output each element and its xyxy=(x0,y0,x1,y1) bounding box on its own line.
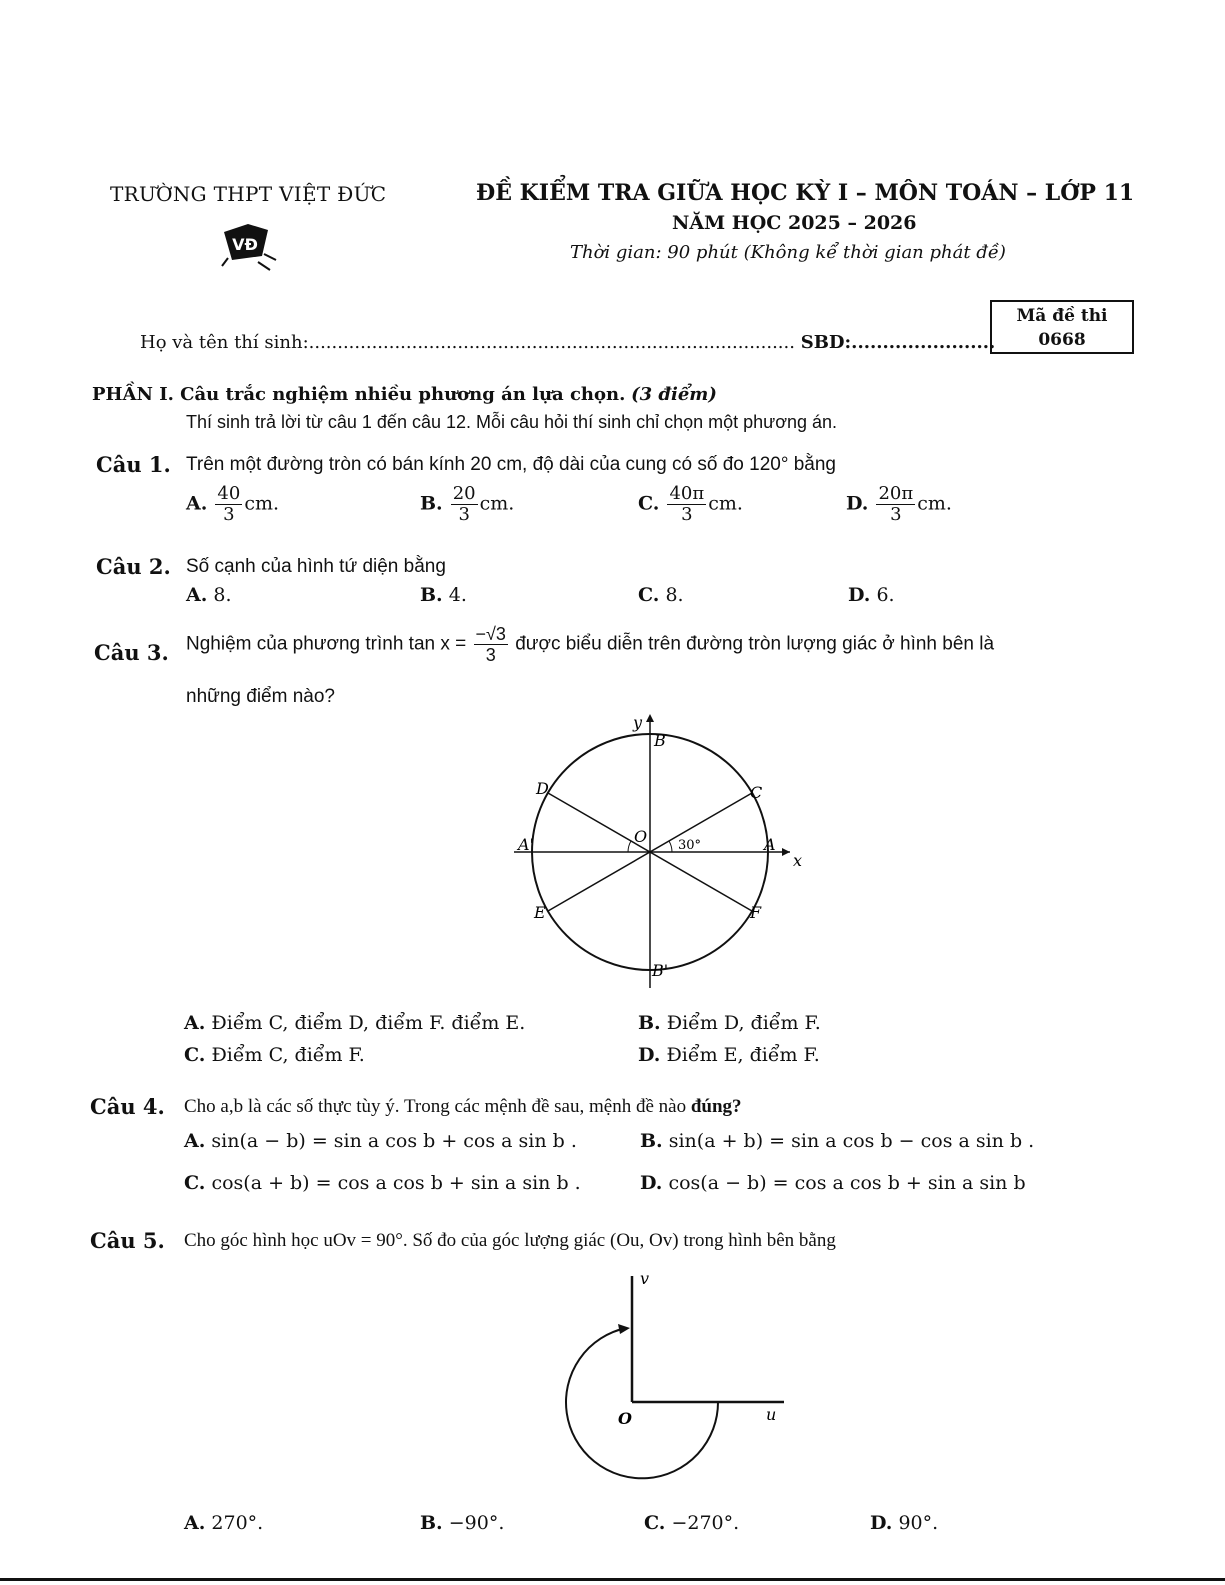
candidate-info-line xyxy=(140,332,995,353)
q4-option-b[interactable] xyxy=(640,1130,1034,1152)
q3-option-d[interactable] xyxy=(638,1044,820,1066)
q3-text-line2: những điểm nào? xyxy=(186,686,335,707)
exam-title: ĐỀ KIỂM TRA GIỮA HỌC KỲ I – MÔN TOÁN – LỚP 11 xyxy=(476,180,1135,206)
q4-option-c[interactable] xyxy=(184,1172,581,1194)
q3-option-a[interactable] xyxy=(184,1012,525,1034)
q1-text: Trên một đường tròn có bán kính 20 cm, độ dài của cung có số đo 120° bằng xyxy=(186,454,836,475)
logo-text: VĐ xyxy=(232,235,258,254)
school-logo xyxy=(218,220,282,276)
option-value: 8. xyxy=(213,584,232,606)
denominator: 3 xyxy=(681,504,693,525)
option-key: D. xyxy=(846,492,869,515)
label-y: y xyxy=(633,713,643,732)
option-value: sin(a − b) = sin a cos b + cos a sin b . xyxy=(211,1130,577,1152)
label-C: C xyxy=(750,783,763,802)
option-key: C. xyxy=(638,492,660,515)
label-x: x xyxy=(793,851,803,870)
q1-option-d[interactable] xyxy=(846,484,952,525)
option-key: C. xyxy=(638,584,660,606)
fraction xyxy=(215,484,242,525)
unit: cm. xyxy=(708,492,743,515)
denominator: 3 xyxy=(890,504,902,525)
numerator: 20π xyxy=(878,483,914,504)
q5-angle-figure xyxy=(552,1268,812,1492)
option-value: −270°. xyxy=(671,1512,740,1534)
denominator: 3 xyxy=(223,504,235,525)
label-A-prime: A' xyxy=(518,835,534,854)
option-value: 8. xyxy=(665,584,684,606)
label-u: u xyxy=(766,1405,777,1424)
part-1-instruction: Thí sinh trả lời từ câu 1 đến câu 12. Mỗi câu hỏi thí sinh chỉ chọn một phương án. xyxy=(186,412,838,432)
denominator: 3 xyxy=(485,645,496,665)
option-value: 4. xyxy=(448,584,467,606)
angle-arc xyxy=(669,841,672,852)
q4-label: Câu 4. xyxy=(90,1094,165,1119)
q2-label: Câu 2. xyxy=(96,554,171,579)
option-key: B. xyxy=(420,492,443,515)
q3-text-after: được biểu diễn trên đường tròn lượng giác ở hình bên là xyxy=(515,633,995,655)
q4-text xyxy=(184,1096,742,1118)
part-1-title: PHẦN I. Câu trắc nghiệm nhiều phương án lựa chọn. xyxy=(92,384,626,405)
option-value: sin(a + b) = sin a cos b − cos a sin b . xyxy=(668,1130,1035,1152)
option-key: C. xyxy=(184,1044,206,1066)
exam-time: Thời gian: 90 phút (Không kể thời gian phát đề) xyxy=(570,242,1006,263)
option-key: B. xyxy=(640,1130,663,1152)
q5-option-d[interactable] xyxy=(870,1512,938,1534)
q4-text-main: Cho a,b là các số thực tùy ý. Trong các mệnh đề sau, mệnh đề nào xyxy=(184,1096,687,1117)
q2-option-b[interactable] xyxy=(420,584,467,606)
q5-text: Cho góc hình học uOv = 90°. Số đo của góc lượng giác (Ou, Ov) trong hình bên bằng xyxy=(184,1230,836,1251)
q3-fraction xyxy=(474,624,508,665)
denominator: 3 xyxy=(458,504,470,525)
exam-code-box xyxy=(990,300,1134,354)
option-key: B. xyxy=(420,1512,443,1534)
q2-option-c[interactable] xyxy=(638,584,684,606)
option-key: A. xyxy=(186,492,208,515)
option-key: A. xyxy=(184,1130,206,1152)
q3-text-before: Nghiệm của phương trình tan x = xyxy=(186,633,467,655)
label-A: A xyxy=(764,835,776,854)
unit: cm. xyxy=(479,492,515,515)
option-key: C. xyxy=(644,1512,666,1534)
option-value: −90°. xyxy=(448,1512,505,1534)
part-1-heading xyxy=(92,384,717,405)
q3-unit-circle-figure xyxy=(500,712,810,996)
part-1-points: (3 điểm) xyxy=(631,384,717,405)
numerator: −√3 xyxy=(475,624,506,644)
label-O: O xyxy=(618,1409,632,1428)
rotation-arrow xyxy=(618,1324,630,1334)
option-value: Điểm C, điểm D, điểm F. điểm E. xyxy=(211,1012,526,1034)
numerator: 20 xyxy=(452,483,476,504)
candidate-name-field[interactable]: Họ và tên thí sinh:..................................................................................... xyxy=(140,332,795,353)
q3-text xyxy=(186,624,994,665)
fraction xyxy=(876,484,915,525)
q2-option-d[interactable] xyxy=(848,584,895,606)
q5-label: Câu 5. xyxy=(90,1228,165,1253)
q3-option-b[interactable] xyxy=(638,1012,821,1034)
q4-option-d[interactable] xyxy=(640,1172,1026,1194)
option-value: Điểm C, điểm F. xyxy=(211,1044,365,1066)
option-key: D. xyxy=(640,1172,663,1194)
q3-option-c[interactable] xyxy=(184,1044,365,1066)
option-value: Điểm D, điểm F. xyxy=(666,1012,821,1034)
q1-option-c[interactable] xyxy=(638,484,743,525)
unit: cm. xyxy=(244,492,280,515)
option-key: D. xyxy=(870,1512,893,1534)
q1-option-a[interactable] xyxy=(186,484,279,525)
y-axis-arrow xyxy=(646,714,654,722)
angle-arc-left xyxy=(628,841,631,852)
q3-label: Câu 3. xyxy=(94,640,169,665)
page-bottom-rule xyxy=(0,1578,1225,1581)
q5-option-b[interactable] xyxy=(420,1512,504,1534)
q1-option-b[interactable] xyxy=(420,484,514,525)
x-axis-arrow xyxy=(782,848,790,856)
option-key: B. xyxy=(420,584,443,606)
option-key: C. xyxy=(184,1172,206,1194)
q1-label: Câu 1. xyxy=(96,452,171,477)
option-key: D. xyxy=(848,584,871,606)
option-key: A. xyxy=(184,1512,206,1534)
q4-text-emphasis: đúng? xyxy=(690,1096,742,1117)
fraction xyxy=(667,484,706,525)
q5-option-c[interactable] xyxy=(644,1512,739,1534)
q5-option-a[interactable] xyxy=(184,1512,263,1534)
q2-option-a[interactable] xyxy=(186,584,232,606)
label-v: v xyxy=(640,1269,650,1288)
option-key: D. xyxy=(638,1044,661,1066)
option-value: cos(a + b) = cos a cos b + sin a sin b . xyxy=(211,1172,581,1194)
label-E: E xyxy=(534,903,546,922)
label-O: O xyxy=(634,827,648,846)
numerator: 40 xyxy=(217,483,241,504)
exam-code-label: Mã đề thi xyxy=(1016,306,1108,326)
option-value: cos(a − b) = cos a cos b + sin a sin b xyxy=(668,1172,1026,1194)
candidate-sbd-field[interactable]: SBD:....................... xyxy=(800,332,996,353)
option-value: 90°. xyxy=(898,1512,939,1534)
option-key: B. xyxy=(638,1012,661,1034)
school-year: NĂM HỌC 2025 – 2026 xyxy=(672,212,917,234)
option-key: A. xyxy=(186,584,208,606)
option-value: 6. xyxy=(876,584,895,606)
unit: cm. xyxy=(917,492,952,515)
option-value: Điểm E, điểm F. xyxy=(666,1044,820,1066)
label-F: F xyxy=(750,903,762,922)
option-value: 270°. xyxy=(211,1512,264,1534)
fraction xyxy=(451,484,478,525)
label-B: B xyxy=(654,731,666,750)
label-B-prime: B' xyxy=(652,961,669,980)
q2-text: Số cạnh của hình tứ diện bằng xyxy=(186,556,446,577)
option-key: A. xyxy=(184,1012,206,1034)
numerator: 40π xyxy=(669,483,705,504)
label-D: D xyxy=(536,779,549,798)
school-name: TRƯỜNG THPT VIỆT ĐỨC xyxy=(110,182,387,206)
exam-code-value: 0668 xyxy=(1038,330,1086,350)
label-angle-30: 30° xyxy=(678,838,702,853)
q4-option-a[interactable] xyxy=(184,1130,577,1152)
